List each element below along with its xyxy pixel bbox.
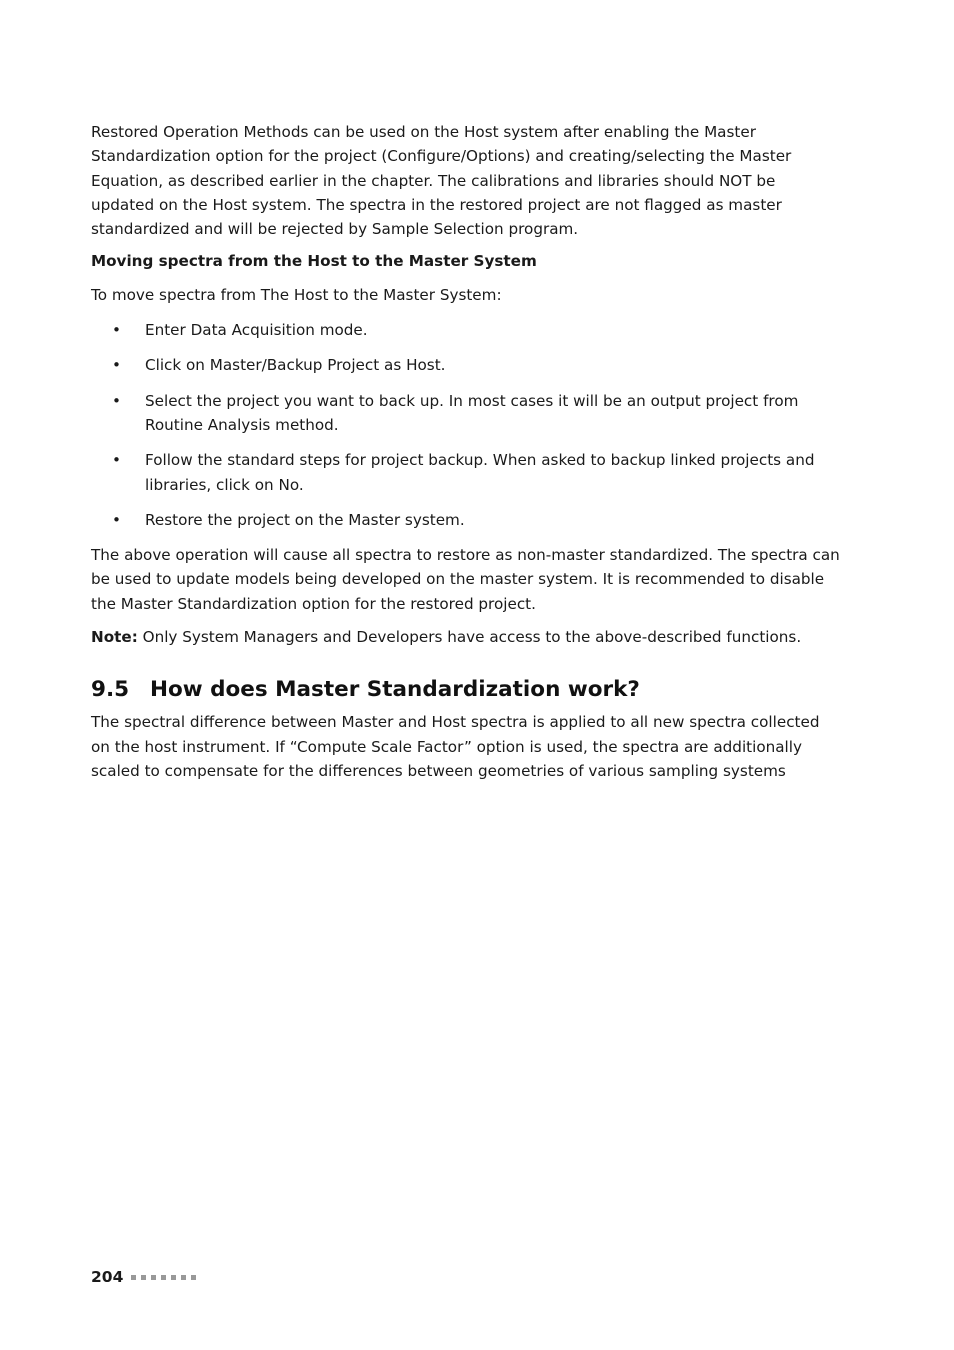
paragraph-operation-result: The above operation will cause all spectra to restore as non-master standardized. The spectra can be used to update models being developed on the master system. It is recommended to disable the Master Standardization option for the restored project.: [91, 546, 840, 613]
section-heading: [91, 675, 841, 705]
bullet-icon: •: [112, 356, 121, 375]
bullet-list: [91, 318, 841, 532]
note-label: Note:: [91, 628, 138, 647]
section-number: 9.5: [91, 677, 130, 703]
note-text: Only System Managers and Developers have access to the above-described functions.: [137, 628, 802, 647]
subheading-moving-spectra: Moving spectra from the Host to the Master System: [91, 252, 537, 271]
page-footer: [91, 1268, 201, 1286]
bullet-icon: •: [112, 451, 121, 470]
paragraph-section-body: The spectral difference between Master and Host spectra is applied to all new spectra collected on the host instrument. If “Compute Scale Factor” option is used, the spectra are additionally scaled to compensate for the differences between geometries of various sampling systems: [91, 713, 820, 780]
bullet-icon: •: [112, 510, 121, 529]
list-item: • Restore the project on the Master system.: [91, 508, 841, 532]
list-item: • Enter Data Acquisition mode.: [91, 318, 841, 342]
bullet-icon: •: [112, 321, 121, 340]
list-item: • Select the project you want to back up. In most cases it will be an output project from Routine Analysis method.: [91, 389, 841, 438]
paragraph-restored-methods: Restored Operation Methods can be used on the Host system after enabling the Master Standardization option for the project (Configure/Options) and creating/selecting the Master Equation, as described earlier in the chapter. The calibrations and libraries should NOT be updated on the Host system. The spectra in the restored project are not flagged as master standardized and will be rejected by Sample Selection program.: [91, 123, 792, 239]
footer-dots-decoration: [131, 1275, 201, 1280]
section-title: How does Master Standardization work?: [150, 677, 640, 703]
document-body: [91, 120, 841, 783]
paragraph-intro: To move spectra from The Host to the Master System:: [91, 285, 502, 304]
list-item: • Click on Master/Backup Project as Host.: [91, 353, 841, 377]
note-paragraph: [91, 625, 841, 649]
list-item: • Follow the standard steps for project backup. When asked to backup linked projects and libraries, click on No.: [91, 448, 841, 497]
bullet-icon: •: [112, 391, 121, 410]
page-number: 204: [91, 1268, 124, 1286]
